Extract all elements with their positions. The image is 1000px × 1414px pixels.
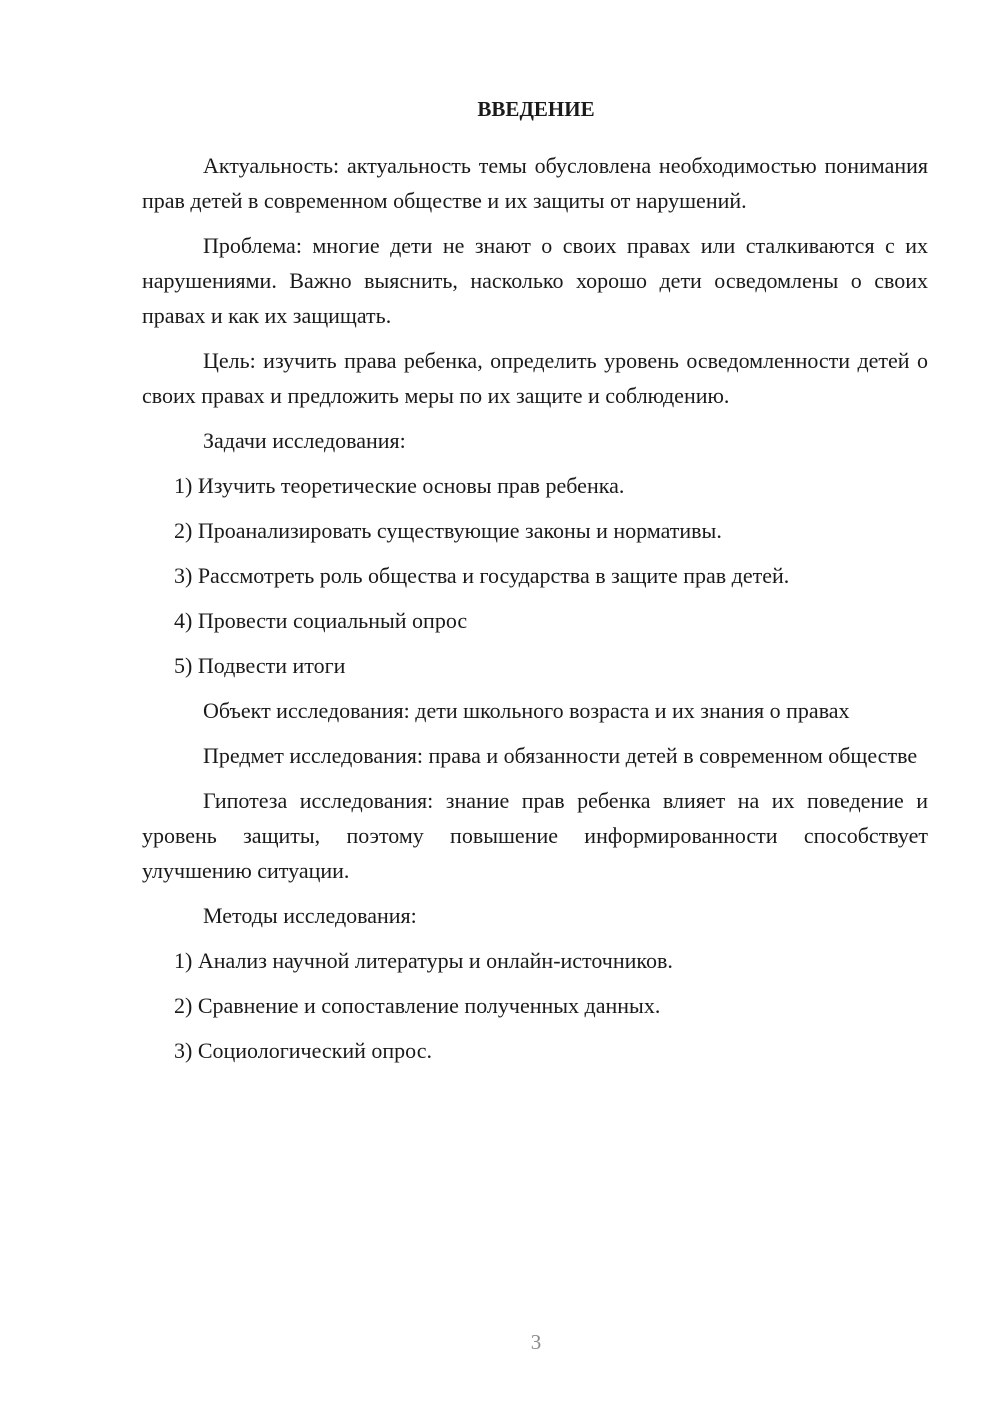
paragraph-subject: Предмет исследования: права и обязанности детей в современном обществе <box>203 743 918 768</box>
tasks-heading: Задачи исследования: <box>203 428 406 453</box>
list-item: 1) Анализ научной литературы и онлайн-источников. <box>174 948 673 973</box>
list-item: 3) Социологический опрос. <box>174 1038 432 1063</box>
tasks-list <box>142 468 928 683</box>
list-item: 1) Изучить теоретические основы прав ребенка. <box>174 473 625 498</box>
document-page <box>142 92 928 1078</box>
paragraph-problem: Проблема: многие дети не знают о своих правах или сталкиваются с их нарушениями. Важно выяснить, насколько хорошо дети осведомлены о своих правах и как их защищать. <box>142 233 928 328</box>
list-item: 5) Подвести итоги <box>174 653 346 678</box>
paragraph-relevance: Актуальность: актуальность темы обусловлена необходимостью понимания прав детей в современном обществе и их защиты от нарушений. <box>142 153 928 213</box>
list-item: 2) Проанализировать существующие законы и нормативы. <box>174 518 722 543</box>
page-number: 3 <box>530 1330 542 1354</box>
list-item: 4) Провести социальный опрос <box>174 608 468 633</box>
document-title: ВВЕДЕНИЕ <box>477 97 595 121</box>
methods-heading: Методы исследования: <box>203 903 417 928</box>
paragraph-goal: Цель: изучить права ребенка, определить уровень осведомленности детей о своих правах и предложить меры по их защите и соблюдению. <box>142 348 928 408</box>
list-item: 2) Сравнение и сопоставление полученных данных. <box>174 993 661 1018</box>
methods-list <box>142 943 928 1068</box>
paragraph-object: Объект исследования: дети школьного возраста и их знания о правах <box>203 698 850 723</box>
paragraph-hypothesis: Гипотеза исследования: знание прав ребенка влияет на их поведение и уровень защиты, поэтому повышение информированности способствует улучшению ситуации. <box>142 788 928 883</box>
list-item: 3) Рассмотреть роль общества и государства в защите прав детей. <box>174 563 790 588</box>
